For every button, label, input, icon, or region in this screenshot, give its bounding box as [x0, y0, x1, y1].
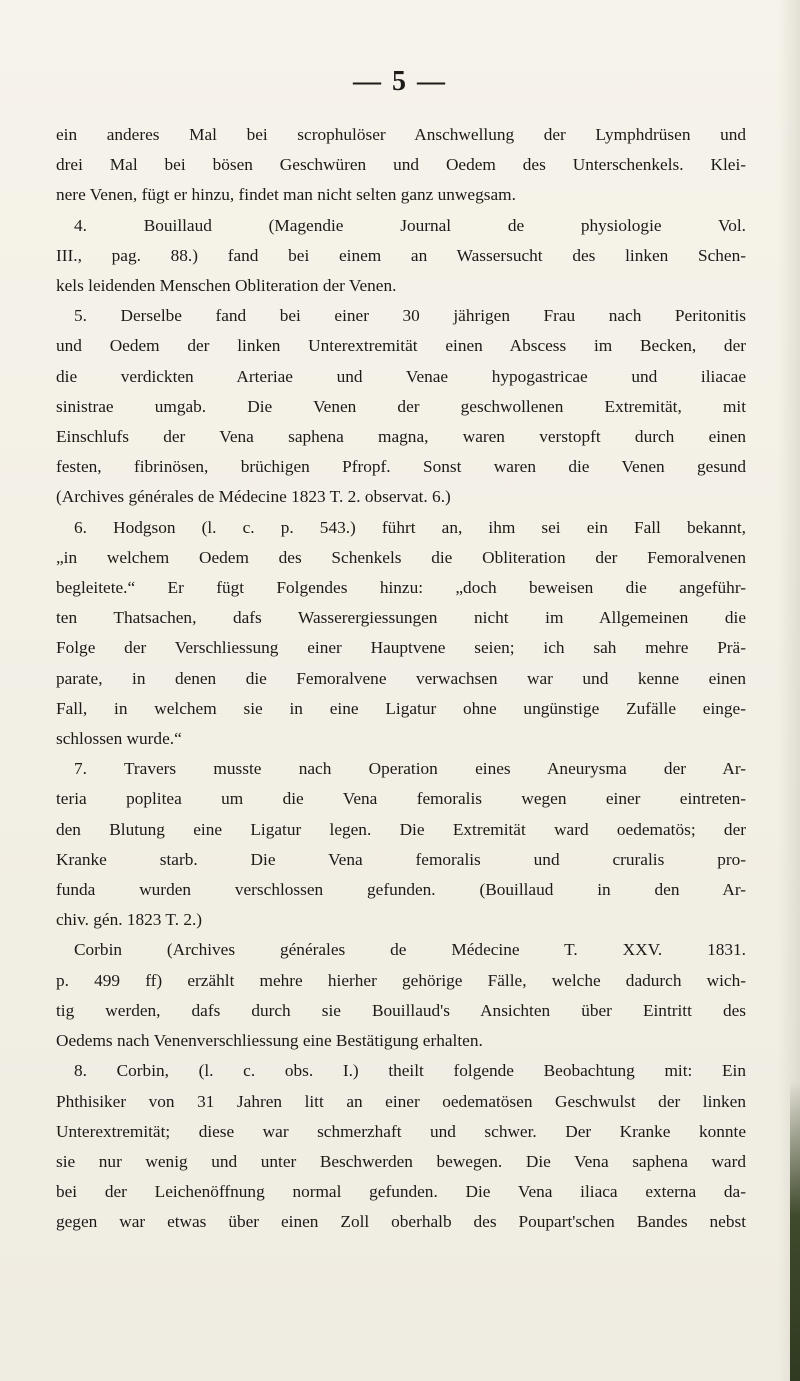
text-line: chiv. gén. 1823 T. 2.): [56, 910, 203, 930]
text-line: Kranke starb. Die Vena femoralis und cruralis pro-: [56, 849, 746, 869]
text-line: Einschlufs der Vena saphena magna, waren verstopft durch einen: [56, 427, 746, 447]
text-line: p. 499 ff) erzählt mehre hierher gehörige Fälle, welche dadurch wich-: [56, 970, 746, 990]
text-line: Phthisiker von 31 Jahren litt an einer oedematösen Geschwulst der linken: [56, 1091, 746, 1111]
text-line: Fall, in welchem sie in eine Ligatur ohne ungünstige Zufälle einge-: [56, 698, 746, 718]
text-line: parate, in denen die Femoralvene verwachsen war und kenne einen: [56, 668, 746, 688]
text-line: den Blutung eine Ligatur legen. Die Extremität ward oedematös; der: [56, 819, 746, 839]
text-line: bei der Leichenöffnung normal gefunden. Die Vena iliaca externa da-: [56, 1182, 746, 1202]
text-line: gegen war etwas über einen Zoll oberhalb des Poupart'schen Bandes nebst: [56, 1212, 746, 1232]
text-line: kels leidenden Menschen Obliteration der Venen.: [56, 276, 397, 296]
text-line: ten Thatsachen, dafs Wasserergiessungen nicht im Allgemeinen die: [56, 608, 746, 628]
text-line: nere Venen, fügt er hinzu, findet man nicht selten ganz unwegsam.: [56, 185, 516, 205]
text-line: die verdickten Arteriae und Venae hypogastricae und iliacae: [56, 366, 746, 386]
text-line: Folge der Verschliessung einer Hauptvene seien; ich sah mehre Prä-: [56, 638, 746, 658]
page-edge-binding: [790, 1081, 800, 1381]
text-line: 4. Bouillaud (Magendie Journal de physiologie Vol.: [74, 215, 746, 235]
body-text: [56, 120, 746, 1238]
text-line: festen, fibrinösen, brüchigen Pfropf. Sonst waren die Venen gesund: [56, 457, 746, 477]
text-line: tig werden, dafs durch sie Bouillaud's Ansichten über Eintritt des: [56, 1000, 746, 1020]
text-line: drei Mal bei bösen Geschwüren und Oedem des Unterschenkels. Klei-: [56, 155, 746, 175]
text-line: ein anderes Mal bei scrophulöser Anschwellung der Lymphdrüsen und: [56, 125, 746, 144]
text-line: sinistrae umgab. Die Venen der geschwollenen Extremität, mit: [56, 396, 746, 416]
page-number-header: — 5 —: [353, 66, 447, 97]
text-line: und Oedem der linken Unterextremität einen Abscess im Becken, der: [56, 336, 746, 356]
text-line: sie nur wenig und unter Beschwerden bewegen. Die Vena saphena ward: [56, 1151, 746, 1171]
text-line: teria poplitea um die Vena femoralis wegen einer eintreten-: [56, 789, 746, 809]
text-line: III., pag. 88.) fand bei einem an Wassersucht des linken Schen-: [56, 245, 746, 265]
text-line: funda wurden verschlossen gefunden. (Bouillaud in den Ar-: [56, 880, 746, 900]
text-line: begleitete.“ Er fügt Folgendes hinzu: „doch beweisen die angeführ-: [56, 578, 746, 598]
text-line: Corbin (Archives générales de Médecine T. XXV. 1831.: [74, 940, 746, 960]
text-line: 8. Corbin, (l. c. obs. I.) theilt folgende Beobachtung mit: Ein: [74, 1061, 746, 1081]
text-line: „in welchem Oedem des Schenkels die Obliteration der Femoralvenen: [56, 547, 746, 567]
text-line: schlossen wurde.“: [56, 729, 182, 749]
text-line: 5. Derselbe fand bei einer 30 jährigen Frau nach Peritonitis: [74, 306, 746, 326]
text-line: (Archives générales de Médecine 1823 T. 2. observat. 6.): [56, 487, 451, 507]
text-line: Oedems nach Venenverschliessung eine Bestätigung erhalten.: [56, 1031, 483, 1051]
text-line: Unterextremität; diese war schmerzhaft und schwer. Der Kranke konnte: [56, 1121, 746, 1141]
text-line: 6. Hodgson (l. c. p. 543.) führt an, ihm sei ein Fall bekannt,: [74, 517, 746, 537]
text-line: 7. Travers musste nach Operation eines Aneurysma der Ar-: [74, 759, 746, 779]
